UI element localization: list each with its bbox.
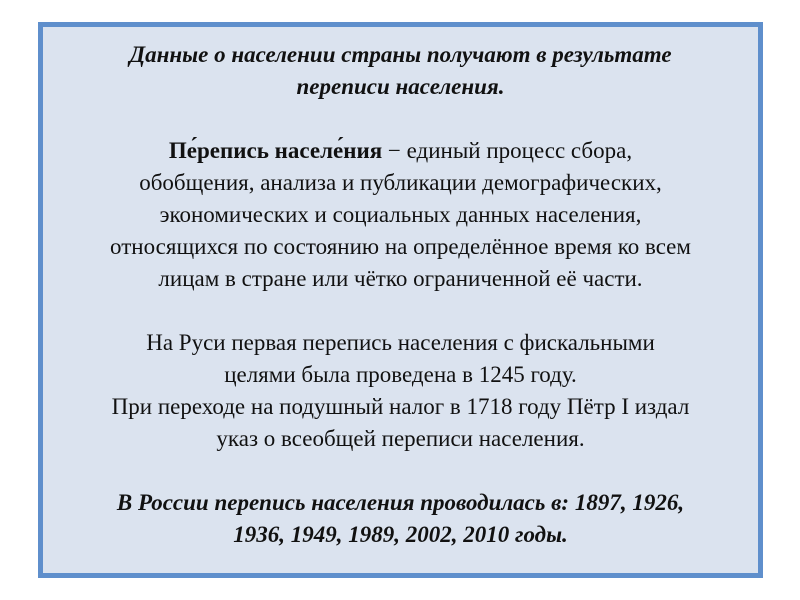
card-content: [43, 39, 758, 551]
intro-line-2: переписи населения.: [296, 74, 505, 99]
definition-line-2: обобщения, анализа и публикации демографических,: [139, 170, 662, 195]
census-years-paragraph: [43, 487, 758, 551]
census-years-line-2: 1936, 1949, 1989, 2002, 2010 годы.: [233, 522, 568, 547]
definition-line-1: − единый процесс сбора,: [382, 138, 633, 163]
definition-line-3: экономических и социальных данных населения,: [159, 202, 642, 227]
history-line-3: При переходе на подушный налог в 1718 году Пётр I издал: [111, 394, 690, 419]
definition-term: Пе́репись населе́ния: [168, 138, 383, 163]
text-card: [38, 22, 763, 578]
intro-paragraph: [43, 39, 758, 103]
spacer: [43, 295, 758, 327]
census-years-line-1: В России перепись населения проводилась в: 1897, 1926,: [116, 490, 685, 515]
history-line-2: целями была проведена в 1245 году.: [224, 362, 577, 387]
history-line-4: указ о всеобщей переписи населения.: [216, 426, 585, 451]
definition-line-4: относящихся по состоянию на определённое время ко всем: [110, 234, 691, 259]
history-line-1: На Руси первая перепись населения с фискальными: [146, 330, 655, 355]
intro-line-1: Данные о населении страны получают в результате: [129, 42, 672, 67]
definition-line-5: лицам в стране или чётко ограниченной её части.: [158, 266, 643, 291]
definition-paragraph: [43, 135, 758, 295]
history-paragraph: [43, 327, 758, 455]
spacer: [43, 455, 758, 487]
spacer: [43, 103, 758, 135]
